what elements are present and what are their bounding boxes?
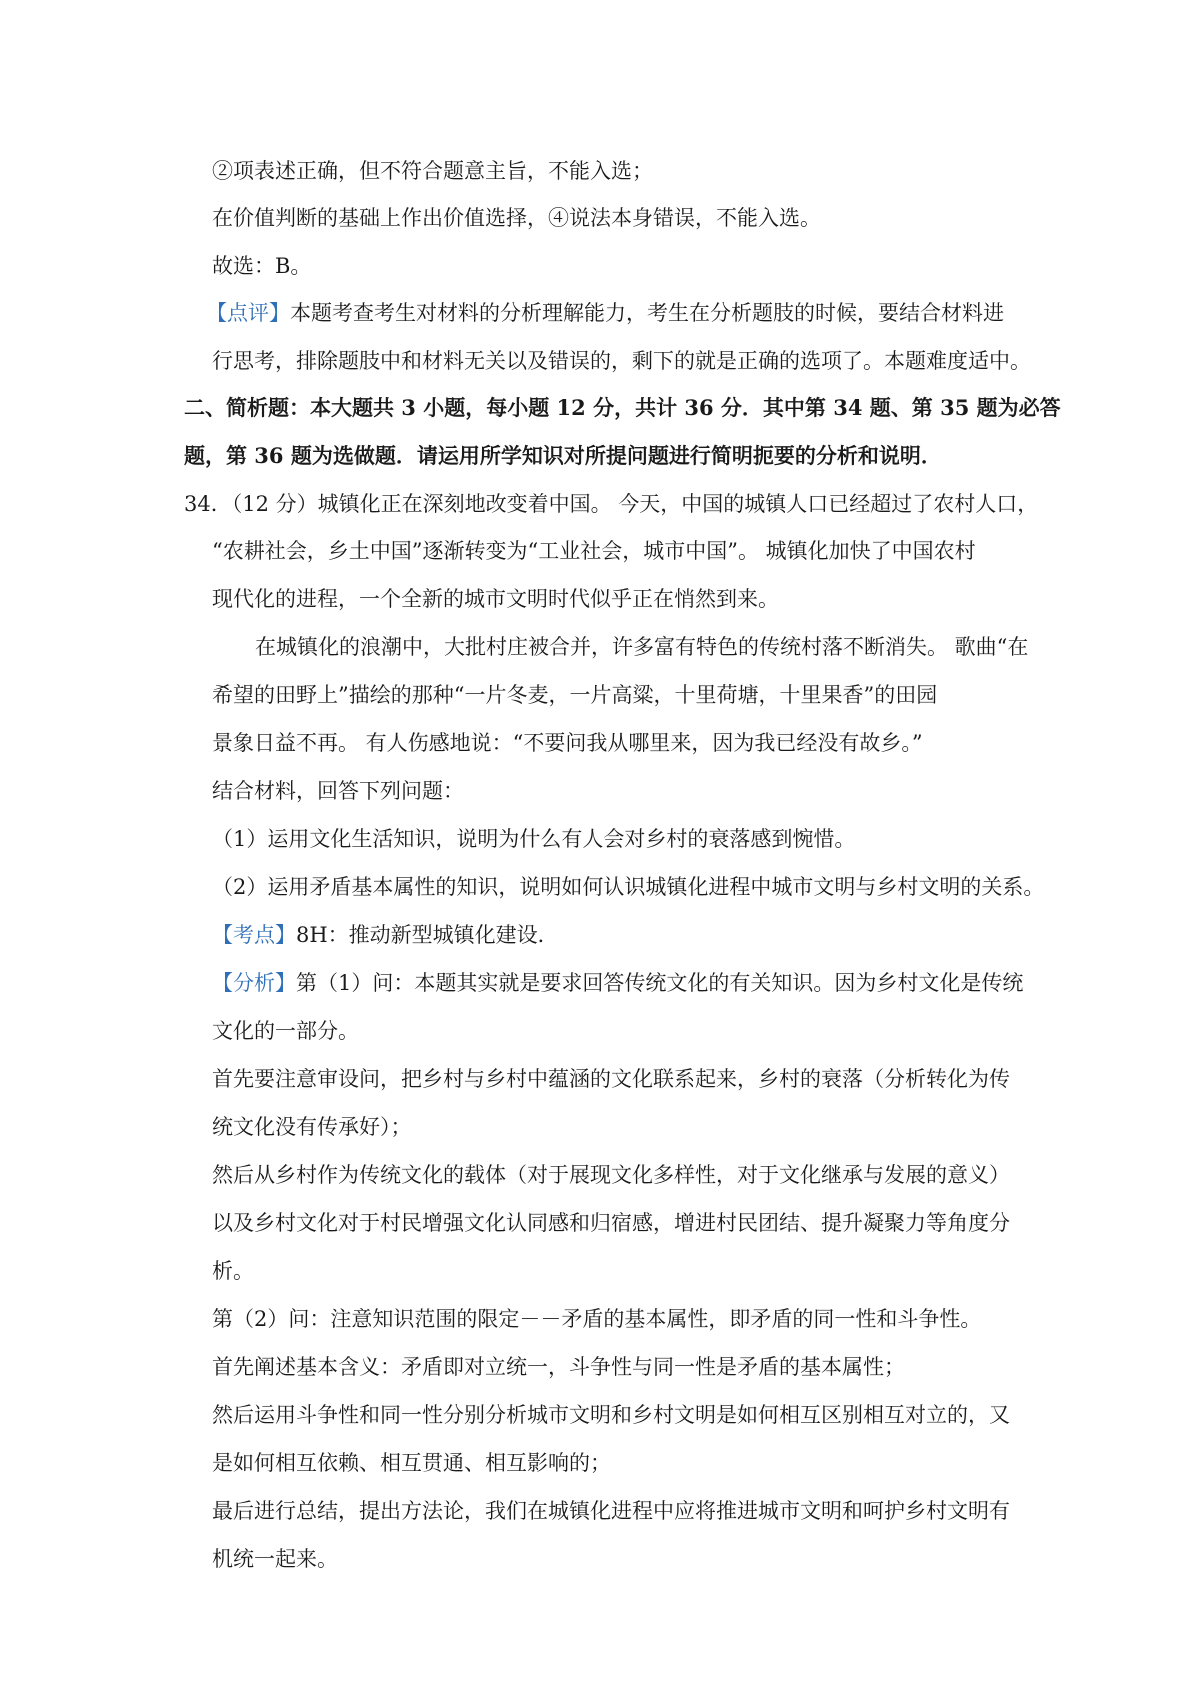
analysis-line-8: 第（2）问：注意知识范围的限定－－矛盾的基本属性，即矛盾的同一性和斗争性。 [212, 1307, 982, 1331]
analysis-tag: 【分析】 [212, 971, 296, 995]
review-line-1: ②项表述正确，但不符合题意主旨，不能入选； [212, 159, 653, 183]
review-line-3: 故选：B。 [212, 254, 312, 278]
analysis-line-2: 文化的一部分。 [212, 1019, 359, 1043]
analysis-line-7: 析。 [212, 1259, 254, 1283]
analysis-line-6: 以及乡村文化对于村民增强文化认同感和归宿感，增进村民团结、提升凝聚力等角度分 [212, 1211, 1010, 1235]
analysis-line-3: 首先要注意审设问，把乡村与乡村中蕴涵的文化联系起来，乡村的衰落（分析转化为传 [212, 1067, 1010, 1091]
comment-tag: 【点评】 [206, 301, 290, 325]
analysis-text-1: 第（1）问：本题其实就是要求回答传统文化的有关知识。因为乡村文化是传统 [296, 971, 1024, 995]
question-34-line-1: 34．（12 分）城镇化正在深刻地改变着中国。 今天，中国的城镇人口已经超过了农村人口， [184, 492, 1039, 516]
analysis-line-13: 机统一起来。 [212, 1547, 338, 1571]
question-34-line-7: 结合材料，回答下列问题： [212, 779, 464, 803]
analysis-line-4: 统文化没有传承好）； [212, 1115, 412, 1139]
analysis-line-10: 然后运用斗争性和同一性分别分析城市文明和乡村文明是如何相互区别相互对立的，又 [212, 1403, 1010, 1427]
question-34-sub-2: （2）运用矛盾基本属性的知识，说明如何认识城镇化进程中城市文明与乡村文明的关系。 [212, 875, 1045, 899]
question-34-sub-1: （1）运用文化生活知识，说明为什么有人会对乡村的衰落感到惋惜。 [212, 827, 856, 851]
question-34-line-6: 景象日益不再。 有人伤感地说：“不要问我从哪里来，因为我已经没有故乡。” [212, 731, 923, 755]
review-line-2: 在价值判断的基础上作出价值选择，④说法本身错误，不能入选。 [212, 206, 821, 230]
analysis-line-1 [212, 968, 1023, 998]
analysis-line-5: 然后从乡村作为传统文化的载体（对于展现文化多样性，对于文化继承与发展的意义） [212, 1163, 1010, 1187]
question-34-line-2: “农耕社会，乡土中国”逐渐转变为“工业社会，城市中国”。 城镇化加快了中国农村 [212, 539, 976, 563]
comment-text-1: 本题考查考生对材料的分析理解能力，考生在分析题肢的时候，要结合材料进 [290, 301, 1004, 325]
kaodian-line [212, 920, 559, 950]
question-34-line-5: 希望的田野上”描绘的那种“一片冬麦，一片高粱，十里荷塘，十里果香”的田园 [212, 683, 938, 707]
analysis-line-12: 最后进行总结，提出方法论，我们在城镇化进程中应将推进城市文明和呵护乡村文明有 [212, 1499, 1010, 1523]
analysis-line-11: 是如何相互依赖、相互贯通、相互影响的； [212, 1451, 611, 1475]
section-heading-line-1: 二、简析题：本大题共 3 小题，每小题 12 分，共计 36 分．其中第 34 题、第 35 题为必答 [184, 395, 1061, 420]
kaodian-text: 8H：推动新型城镇化建设． [296, 923, 559, 947]
question-34-line-4: 在城镇化的浪潮中，大批村庄被合并，许多富有特色的传统村落不断消失。 歌曲“在 [255, 635, 1029, 659]
comment-line-2: 行思考，排除题肢中和材料无关以及错误的，剩下的就是正确的选项了。本题难度适中。 [212, 349, 1031, 373]
question-34-line-3: 现代化的进程，一个全新的城市文明时代似乎正在悄然到来。 [212, 587, 779, 611]
kaodian-tag: 【考点】 [212, 923, 296, 947]
analysis-line-9: 首先阐述基本含义：矛盾即对立统一，斗争性与同一性是矛盾的基本属性； [212, 1355, 905, 1379]
section-heading-line-2: 题，第 36 题为选做题．请运用所学知识对所提问题进行简明扼要的分析和说明． [184, 443, 942, 468]
comment-line-1 [206, 298, 1004, 328]
